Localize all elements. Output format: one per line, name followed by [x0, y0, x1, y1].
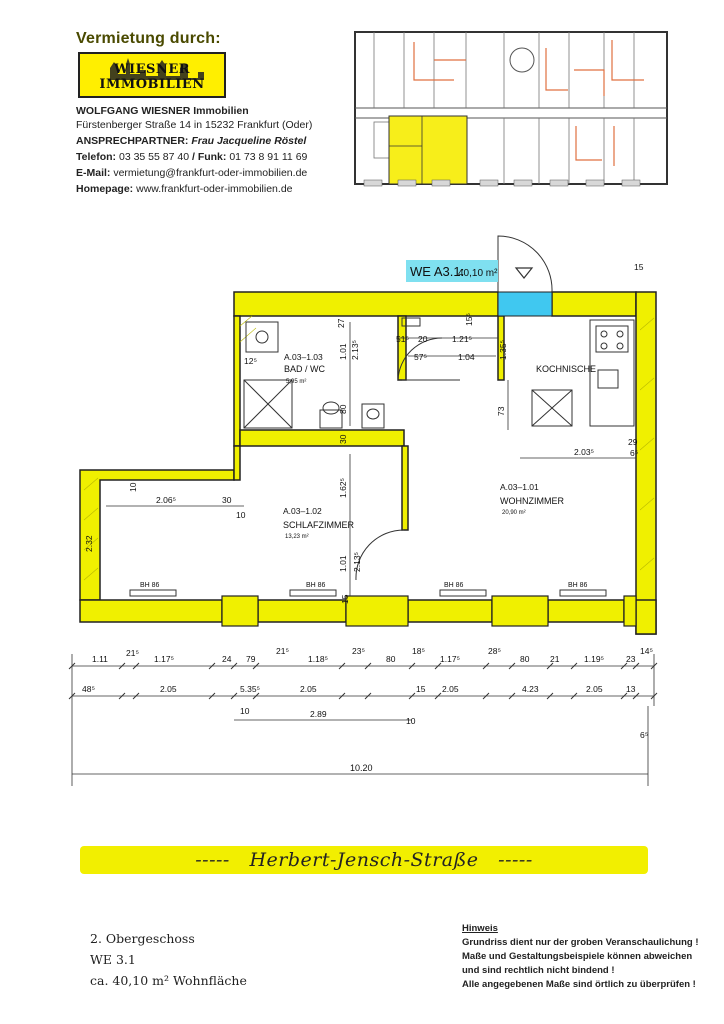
- dim-label: 1.04: [458, 352, 475, 362]
- contact-person: ANSPRECHPARTNER: Frau Jacqueline Röstel: [76, 135, 307, 147]
- bedroom-area: 13,23 m²: [285, 534, 309, 540]
- company-address: Fürstenberger Straße 14 in 15232 Frankfurt (Oder): [76, 119, 313, 131]
- dim-label: 6⁵: [640, 730, 649, 740]
- dim-label: 10: [240, 706, 250, 716]
- dim-label: 2.05: [160, 684, 177, 694]
- disclaimer-line: Grundriss dient nur der groben Veranschaulichung !: [462, 937, 699, 948]
- floor-level: 2. Obergeschoss: [90, 931, 195, 946]
- dim-label: 1.19⁵: [584, 654, 605, 664]
- dim-label: 10: [406, 716, 416, 726]
- living-area: 20,90 m²: [502, 510, 526, 516]
- logo-wordmark: WIESNER IMMOBILIEN: [99, 62, 205, 92]
- dim-label: 2.06⁵: [156, 495, 177, 505]
- dim-label: 21⁵: [126, 648, 139, 658]
- bath-name: BAD / WC: [284, 364, 326, 374]
- dim-label: 23: [626, 654, 636, 664]
- dim-label: 2.89: [310, 709, 327, 719]
- street-banner: [80, 846, 648, 874]
- street-name: ----- Herbert-Jensch-Straße -----: [195, 849, 533, 871]
- bath-code: A.03–1.03: [284, 352, 323, 362]
- window-label: BH 86: [140, 582, 160, 589]
- dim-label: 2.05: [442, 684, 459, 694]
- dim-label: 51⁵: [396, 334, 409, 344]
- dim-label: 4.23: [522, 684, 539, 694]
- dim-label: 2.05: [300, 684, 317, 694]
- dim-label: 57⁵: [414, 352, 427, 362]
- unit-area: 40,10 m²: [458, 268, 498, 279]
- building-overview-plan: [354, 30, 670, 188]
- disclaimer-line: Alle angegebenen Maße sind örtlich zu überprüfen !: [462, 979, 696, 990]
- email-line: E-Mail: vermietung@frankfurt-oder-immobilien.de: [76, 167, 308, 179]
- homepage-line: Homepage: www.frankfurt-oder-immobilien.de: [76, 183, 293, 195]
- dim-label: 48⁵: [82, 684, 95, 694]
- dim-label: 1.21⁵: [452, 334, 473, 344]
- dim-label: 2.13⁵: [350, 339, 360, 360]
- dim-label: 30: [338, 434, 348, 444]
- unit-label: WE A3.1:: [410, 264, 465, 279]
- company-name: WOLFGANG WIESNER Immobilien: [76, 105, 249, 117]
- dim-label: 18⁵: [412, 646, 425, 656]
- window-label: BH 86: [306, 582, 326, 589]
- disclaimer-line: und sind rechtlich nicht bindend !: [462, 965, 615, 976]
- window-label: BH 86: [444, 582, 464, 589]
- unit-number: WE 3.1: [90, 952, 136, 967]
- bedroom-code: A.03–1.02: [283, 506, 322, 516]
- living-name: WOHNZIMMER: [500, 496, 564, 506]
- dim-label: 14⁵: [640, 646, 653, 656]
- dim-label: 15: [634, 262, 644, 272]
- phone-line: Telefon: 03 35 55 87 40 / Funk: 01 73 8 91 11 69: [76, 151, 308, 163]
- dim-label: 15⁵: [464, 313, 474, 326]
- dim-label: 1.62⁵: [338, 477, 348, 498]
- dim-label: 80: [338, 404, 348, 414]
- disclaimer: [462, 922, 712, 992]
- rental-heading: Vermietung durch:: [76, 30, 221, 47]
- dim-label: 1.18⁵: [308, 654, 329, 664]
- dim-label: 2.05: [586, 684, 603, 694]
- dim-label: 1.17⁵: [154, 654, 175, 664]
- dim-label: 80: [520, 654, 530, 664]
- dim-label: 27: [336, 318, 346, 328]
- dim-label: 23⁵: [352, 646, 365, 656]
- dim-label: 15: [340, 594, 350, 604]
- dim-label: 20: [418, 334, 428, 344]
- dim-label: 21: [550, 654, 560, 664]
- dim-label: 6⁵: [630, 448, 639, 458]
- dim-label: 15: [416, 684, 426, 694]
- dim-label: 79: [246, 654, 256, 664]
- dim-label: 2.13⁵: [352, 551, 362, 572]
- dim-label: 2.03⁵: [574, 447, 595, 457]
- dim-label: 24: [222, 654, 232, 664]
- total-width: 10.20: [350, 763, 373, 773]
- living-code: A.03–1.01: [500, 482, 539, 492]
- dim-label: 10: [236, 510, 246, 520]
- window-label: BH 86: [568, 582, 588, 589]
- dim-label: 10: [128, 482, 138, 492]
- company-logo: [78, 52, 226, 98]
- dim-label: 80: [386, 654, 396, 664]
- dim-label: 29: [628, 437, 638, 447]
- dim-label: 5.35⁵: [240, 684, 261, 694]
- dim-label: 2.32: [84, 535, 94, 552]
- living-area: ca. 40,10 m² Wohnfläche: [90, 973, 247, 988]
- disclaimer-line: Maße und Gestaltungsbeispiele können abweichen: [462, 951, 693, 962]
- email-link[interactable]: vermietung@frankfurt-oder-immobilien.de: [113, 167, 308, 179]
- dim-label: 30: [222, 495, 232, 505]
- dim-label: 12⁵: [244, 356, 257, 366]
- homepage-link[interactable]: www.frankfurt-oder-immobilien.de: [136, 183, 293, 195]
- bedroom-name: SCHLAFZIMMER: [283, 520, 355, 530]
- dim-label: 1.11: [92, 654, 108, 664]
- dim-label: 1.35⁵: [498, 339, 508, 360]
- floor-plan: [0, 230, 724, 790]
- dim-label: 21⁵: [276, 646, 289, 656]
- dim-label: 1.01: [338, 555, 348, 572]
- dim-ticks-row1: [69, 663, 657, 699]
- dim-label: 28⁵: [488, 646, 501, 656]
- kitchen-name: KOCHNISCHE: [536, 364, 597, 374]
- dim-label: 13: [626, 684, 636, 694]
- dim-label: 73: [496, 406, 506, 416]
- dim-label: 1.17⁵: [440, 654, 461, 664]
- dim-label: 1.01: [338, 343, 348, 360]
- bath-area: 5,95 m²: [286, 379, 307, 385]
- disclaimer-title: Hinweis: [462, 923, 498, 934]
